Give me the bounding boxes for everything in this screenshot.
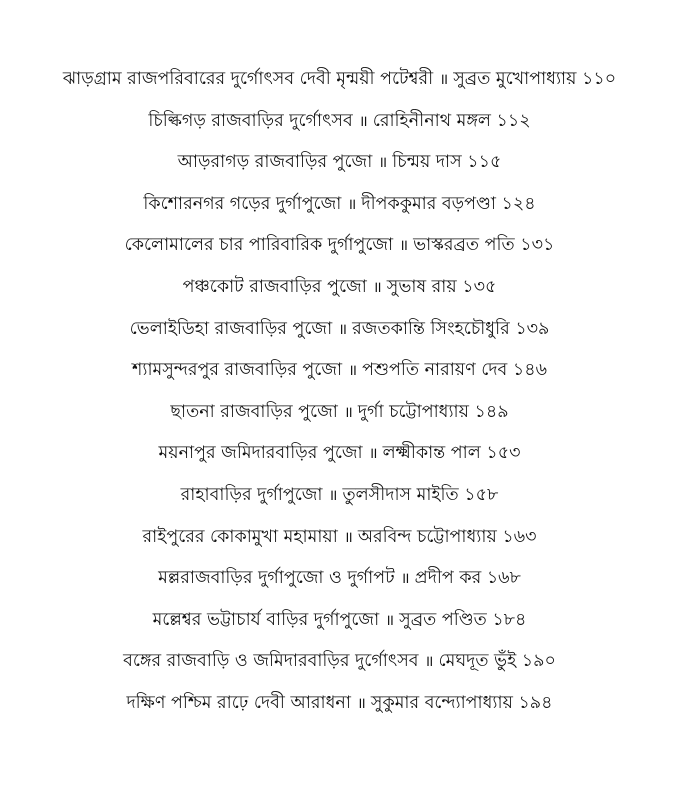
entry-page-number: ১৫৮ — [464, 484, 499, 505]
entry-author: সুব্রত মুখোপাধ্যায় — [453, 69, 577, 89]
toc-entry — [20, 357, 659, 399]
toc-entry — [20, 316, 659, 358]
toc-entry — [20, 607, 659, 649]
entry-separator: ॥ — [358, 111, 367, 130]
entry-title: রাইপুরের কোকামুখা মহামায়া — [142, 526, 338, 547]
entry-page-number: ১৪৬ — [512, 360, 547, 381]
entry-title: মল্লরাজবাড়ির দুর্গাপুজো ও দুর্গাপট — [158, 568, 395, 589]
entry-author: সুভাষ রায় — [386, 276, 457, 297]
entry-page-number: ১৩৫ — [462, 276, 497, 297]
entry-title: কিশোরনগর গড়ের দুর্গাপুজো — [143, 193, 342, 214]
toc-entry — [20, 482, 659, 524]
entry-title: দক্ষিণ পশ্চিম রাঢ়ে দেবী আরাধনা — [126, 692, 351, 713]
entry-separator: ॥ — [424, 652, 433, 671]
entry-page-number: ১৩১ — [520, 235, 555, 256]
entry-author: সুকুমার বন্দ্যোপাধ্যায় — [370, 692, 513, 713]
entry-title: আড়রাগড় রাজবাড়ির পুজো — [177, 152, 373, 173]
entry-page-number: ১৬৩ — [502, 526, 537, 547]
entry-title: ভেলাইডিহা রাজবাড়ির পুজো — [129, 318, 333, 339]
entry-page-number: ১১০ — [582, 69, 617, 89]
toc-entry — [20, 274, 659, 316]
entry-separator: ॥ — [399, 236, 408, 255]
entry-author: তুলসীদাস মাইতি — [342, 484, 459, 505]
entry-separator: ॥ — [343, 527, 352, 546]
entry-page-number: ১১৫ — [467, 152, 502, 173]
entry-separator: ॥ — [343, 402, 352, 421]
entry-page-number: ১৪৯ — [474, 401, 509, 422]
toc-entry — [20, 524, 659, 566]
entry-page-number: ১৯০ — [521, 651, 556, 672]
entry-author: প্রদীপ কর — [414, 568, 482, 589]
entry-separator: ॥ — [356, 693, 365, 712]
entry-separator: ॥ — [385, 610, 394, 629]
entry-separator: ॥ — [368, 444, 377, 463]
entry-title: কেলোমালের চার পারিবারিক দুর্গাপুজো — [124, 235, 394, 256]
entry-page-number: ১৯৪ — [518, 692, 553, 713]
entry-author: রজতকান্তি সিংহচৌধুরি — [352, 318, 510, 339]
toc-entry — [20, 565, 659, 607]
toc-entry — [20, 108, 659, 150]
entry-author: লক্ষ্মীকান্ত পাল — [382, 443, 481, 464]
entry-title: চিল্কিগড় রাজবাড়ির দুর্গোৎসব — [148, 110, 353, 131]
entry-page-number: ১৬৮ — [486, 568, 521, 589]
entry-title: ছাতনা রাজবাড়ির পুজো — [170, 401, 338, 422]
entry-author: ভাস্করব্রত পতি — [413, 235, 515, 256]
entry-author: দুর্গা চট্টোপাধ্যায় — [357, 401, 469, 422]
entry-separator: ॥ — [338, 319, 347, 338]
entry-separator: ॥ — [439, 70, 448, 88]
entry-title: পঞ্চকোট রাজবাড়ির পুজো — [182, 276, 367, 297]
toc-entry — [20, 690, 659, 732]
toc-entry — [20, 399, 659, 441]
entry-title: রাহাবাড়ির দুর্গাপুজো — [180, 484, 323, 505]
entry-separator: ॥ — [372, 277, 381, 296]
entry-author: পশুপতি নারায়ণ দেব — [362, 360, 508, 381]
entry-author: অরবিন্দ চট্টোপাধ্যায় — [357, 526, 497, 547]
entry-title: মল্লেশ্বর ভট্টাচার্য বাড়ির দুর্গাপুজো — [152, 609, 380, 630]
entry-separator: ॥ — [347, 194, 356, 213]
entry-title: বঙ্গের রাজবাড়ি ও জমিদারবাড়ির দুর্গোৎসব — [123, 651, 419, 672]
entry-author: মেঘদূত ভুঁই — [438, 651, 517, 672]
entry-page-number: ১২৪ — [501, 193, 536, 214]
entry-author: চিন্ময় দাস — [392, 152, 462, 173]
entry-page-number: ১১২ — [496, 110, 531, 131]
entry-page-number: ১৮৪ — [492, 609, 527, 630]
entry-title: ময়নাপুর জমিদারবাড়ির পুজো — [158, 443, 363, 464]
entry-separator: ॥ — [348, 361, 357, 380]
entry-author: সুব্রত পণ্ডিত — [399, 609, 487, 630]
entry-title: ঝাড়গ্রাম রাজপরিবারের দুর্গোৎসব দেবী মৃন্ময়ী পটেশ্বরী — [62, 69, 434, 89]
entry-author: দীপককুমার বড়পণ্ডা — [361, 193, 496, 214]
entry-separator: ॥ — [378, 153, 387, 172]
entry-title: শ্যামসুন্দরপুর রাজবাড়ির পুজো — [132, 360, 343, 381]
entry-page-number: ১৩৯ — [515, 318, 550, 339]
entry-separator: ॥ — [328, 485, 337, 504]
entry-page-number: ১৫৩ — [486, 443, 521, 464]
toc-entry — [20, 648, 659, 690]
toc-entry — [20, 440, 659, 482]
toc-entry — [20, 191, 659, 233]
entry-author: রোহিনীনাথ মঙ্গল — [372, 110, 491, 131]
toc-entry — [20, 149, 659, 191]
toc-entry — [20, 232, 659, 274]
table-of-contents — [20, 66, 659, 732]
toc-entry — [20, 66, 659, 108]
entry-separator: ॥ — [400, 569, 409, 588]
